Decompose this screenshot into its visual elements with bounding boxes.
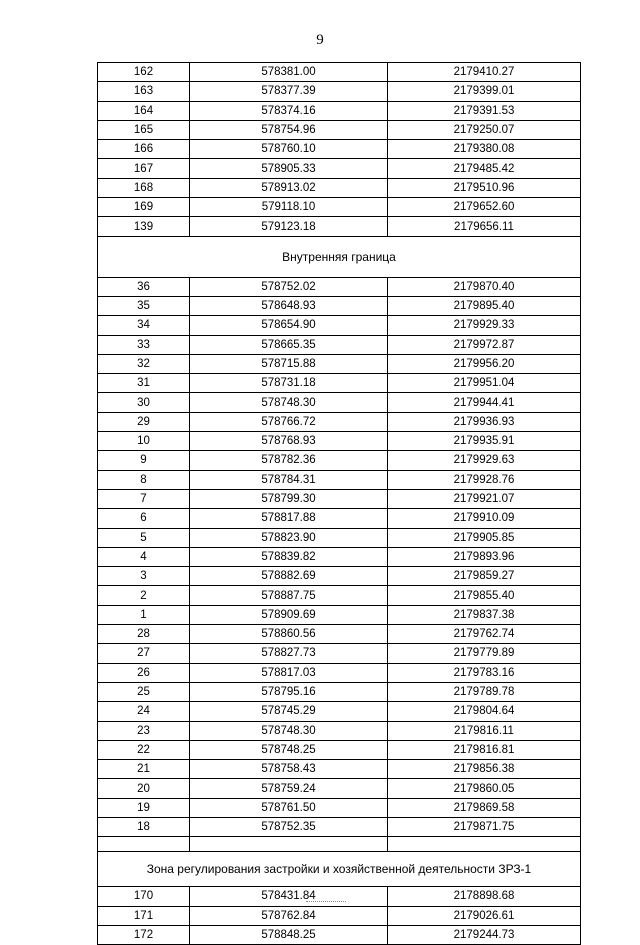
point-number-cell: 165 xyxy=(98,120,190,139)
point-number-cell: 30 xyxy=(98,393,190,412)
point-number-cell: 26 xyxy=(98,663,190,682)
table-row xyxy=(98,779,581,798)
table-row xyxy=(98,159,581,178)
point-number-cell: 4 xyxy=(98,547,190,566)
y-coordinate-cell: 2179762.74 xyxy=(388,625,581,644)
y-coordinate-cell: 2178898.68 xyxy=(388,887,581,906)
table-row xyxy=(98,277,581,296)
point-number-cell: 139 xyxy=(98,217,190,236)
table-row xyxy=(98,721,581,740)
x-coordinate-cell: 578752.35 xyxy=(190,817,388,836)
section-inner xyxy=(98,236,581,277)
x-coordinate-cell: 578648.93 xyxy=(190,296,388,315)
y-coordinate-cell: 2179783.16 xyxy=(388,663,581,682)
point-number-cell: 169 xyxy=(98,198,190,217)
y-coordinate-cell: 2179893.96 xyxy=(388,547,581,566)
point-number-cell: 29 xyxy=(98,412,190,431)
point-number-cell: 21 xyxy=(98,760,190,779)
x-coordinate-cell: 578715.88 xyxy=(190,354,388,373)
table-row xyxy=(98,740,581,759)
x-coordinate-cell: 578752.02 xyxy=(190,277,388,296)
y-coordinate-cell: 2179410.27 xyxy=(388,63,581,82)
point-number-cell: 171 xyxy=(98,906,190,925)
table-row xyxy=(98,760,581,779)
x-coordinate-cell: 578759.24 xyxy=(190,779,388,798)
y-coordinate-cell: 2179870.40 xyxy=(388,277,581,296)
point-number-cell: 163 xyxy=(98,82,190,101)
point-number-cell: 9 xyxy=(98,451,190,470)
x-coordinate-cell: 578784.31 xyxy=(190,470,388,489)
y-coordinate-cell: 2179956.20 xyxy=(388,354,581,373)
x-coordinate-cell: 578381.00 xyxy=(190,63,388,82)
table-row xyxy=(98,217,581,236)
table-row xyxy=(98,817,581,836)
table-row xyxy=(98,470,581,489)
x-coordinate-cell: 578760.10 xyxy=(190,140,388,159)
x-coordinate-cell: 578731.18 xyxy=(190,374,388,393)
y-coordinate-cell: 2179804.64 xyxy=(388,702,581,721)
y-coordinate-cell: 2179944.41 xyxy=(388,393,581,412)
x-coordinate-cell: 578431.84 xyxy=(190,887,388,906)
y-coordinate-cell: 2179510.96 xyxy=(388,178,581,197)
section-title-zone-zrz1: Зона регулирования застройки и хозяйственной деятельности ЗРЗ-1 xyxy=(98,852,581,887)
table-row xyxy=(98,547,581,566)
x-coordinate-cell: 578748.30 xyxy=(190,393,388,412)
point-number-cell: 27 xyxy=(98,644,190,663)
x-coordinate-cell: 578799.30 xyxy=(190,489,388,508)
table-row xyxy=(98,451,581,470)
y-coordinate-cell: 2179929.33 xyxy=(388,316,581,335)
x-coordinate-cell: 578748.30 xyxy=(190,721,388,740)
x-coordinate-cell: 578761.50 xyxy=(190,798,388,817)
y-coordinate-cell: 2179837.38 xyxy=(388,605,581,624)
y-coordinate-cell: 2179391.53 xyxy=(388,101,581,120)
table-row xyxy=(98,567,581,586)
point-number-cell: 34 xyxy=(98,316,190,335)
blank-cell xyxy=(388,837,581,852)
x-coordinate-cell: 578860.56 xyxy=(190,625,388,644)
x-coordinate-cell: 578748.25 xyxy=(190,740,388,759)
x-coordinate-cell: 578377.39 xyxy=(190,82,388,101)
point-number-cell: 24 xyxy=(98,702,190,721)
point-number-cell: 166 xyxy=(98,140,190,159)
table-row xyxy=(98,509,581,528)
x-coordinate-cell: 578758.43 xyxy=(190,760,388,779)
y-coordinate-cell: 2179026.61 xyxy=(388,906,581,925)
point-number-cell: 19 xyxy=(98,798,190,817)
x-coordinate-cell: 578887.75 xyxy=(190,586,388,605)
table-row xyxy=(98,140,581,159)
y-coordinate-cell: 2179928.76 xyxy=(388,470,581,489)
table-row xyxy=(98,906,581,925)
y-coordinate-cell: 2179859.27 xyxy=(388,567,581,586)
point-number-cell: 167 xyxy=(98,159,190,178)
point-number-cell: 2 xyxy=(98,586,190,605)
table-row xyxy=(98,198,581,217)
y-coordinate-cell: 2179871.75 xyxy=(388,817,581,836)
point-number-cell: 31 xyxy=(98,374,190,393)
y-coordinate-cell: 2179816.81 xyxy=(388,740,581,759)
x-coordinate-cell: 578665.35 xyxy=(190,335,388,354)
y-coordinate-cell: 2179921.07 xyxy=(388,489,581,508)
point-number-cell: 8 xyxy=(98,470,190,489)
point-number-cell: 10 xyxy=(98,432,190,451)
point-number-cell: 172 xyxy=(98,925,190,944)
table-row xyxy=(98,925,581,944)
x-coordinate-cell: 578848.25 xyxy=(190,925,388,944)
y-coordinate-cell: 2179895.40 xyxy=(388,296,581,315)
section-row xyxy=(98,236,581,277)
y-coordinate-cell: 2179929.63 xyxy=(388,451,581,470)
y-coordinate-cell: 2179485.42 xyxy=(388,159,581,178)
x-coordinate-cell: 579123.18 xyxy=(190,217,388,236)
y-coordinate-cell: 2179869.58 xyxy=(388,798,581,817)
table-row xyxy=(98,412,581,431)
x-coordinate-cell: 578768.93 xyxy=(190,432,388,451)
y-coordinate-cell: 2179380.08 xyxy=(388,140,581,159)
point-number-cell: 20 xyxy=(98,779,190,798)
table-row xyxy=(98,663,581,682)
table-row xyxy=(98,296,581,315)
x-coordinate-cell: 578913.02 xyxy=(190,178,388,197)
table-row xyxy=(98,335,581,354)
table-row xyxy=(98,393,581,412)
point-number-cell: 164 xyxy=(98,101,190,120)
table-row xyxy=(98,682,581,701)
point-number-cell: 170 xyxy=(98,887,190,906)
point-number-cell: 32 xyxy=(98,354,190,373)
table-row xyxy=(98,798,581,817)
table-row xyxy=(98,702,581,721)
point-number-cell: 3 xyxy=(98,567,190,586)
y-coordinate-cell: 2179905.85 xyxy=(388,528,581,547)
scan-artifact xyxy=(306,901,346,905)
point-number-cell: 23 xyxy=(98,721,190,740)
y-coordinate-cell: 2179816.11 xyxy=(388,721,581,740)
y-coordinate-cell: 2179789.78 xyxy=(388,682,581,701)
y-coordinate-cell: 2179652.60 xyxy=(388,198,581,217)
y-coordinate-cell: 2179399.01 xyxy=(388,82,581,101)
y-coordinate-cell: 2179972.87 xyxy=(388,335,581,354)
table-row xyxy=(98,644,581,663)
x-coordinate-cell: 578766.72 xyxy=(190,412,388,431)
table-row xyxy=(98,625,581,644)
y-coordinate-cell: 2179656.11 xyxy=(388,217,581,236)
section-zone xyxy=(98,837,581,887)
x-coordinate-cell: 578795.16 xyxy=(190,682,388,701)
y-coordinate-cell: 2179779.89 xyxy=(388,644,581,663)
point-number-cell: 18 xyxy=(98,817,190,836)
table-row xyxy=(98,586,581,605)
x-coordinate-cell: 578754.96 xyxy=(190,120,388,139)
table-row xyxy=(98,101,581,120)
rows-zone-group xyxy=(98,887,581,945)
table-row xyxy=(98,528,581,547)
point-number-cell: 25 xyxy=(98,682,190,701)
table-row xyxy=(98,120,581,139)
point-number-cell: 7 xyxy=(98,489,190,508)
table-row xyxy=(98,178,581,197)
table-row xyxy=(98,374,581,393)
table-row xyxy=(98,605,581,624)
x-coordinate-cell: 578782.36 xyxy=(190,451,388,470)
point-number-cell: 162 xyxy=(98,63,190,82)
x-coordinate-cell: 579118.10 xyxy=(190,198,388,217)
y-coordinate-cell: 2179936.93 xyxy=(388,412,581,431)
point-number-cell: 35 xyxy=(98,296,190,315)
x-coordinate-cell: 578839.82 xyxy=(190,547,388,566)
point-number-cell: 28 xyxy=(98,625,190,644)
x-coordinate-cell: 578745.29 xyxy=(190,702,388,721)
x-coordinate-cell: 578909.69 xyxy=(190,605,388,624)
blank-cell xyxy=(98,837,190,852)
section-row xyxy=(98,852,581,887)
point-number-cell: 1 xyxy=(98,605,190,624)
point-number-cell: 168 xyxy=(98,178,190,197)
x-coordinate-cell: 578823.90 xyxy=(190,528,388,547)
y-coordinate-cell: 2179250.07 xyxy=(388,120,581,139)
x-coordinate-cell: 578762.84 xyxy=(190,906,388,925)
rows-top-group xyxy=(98,63,581,237)
blank-row xyxy=(98,837,581,852)
table-row xyxy=(98,316,581,335)
coordinates-table xyxy=(97,62,581,945)
y-coordinate-cell: 2179860.05 xyxy=(388,779,581,798)
table-row xyxy=(98,489,581,508)
x-coordinate-cell: 578817.03 xyxy=(190,663,388,682)
x-coordinate-cell: 578374.16 xyxy=(190,101,388,120)
page-number: 9 xyxy=(316,32,324,48)
y-coordinate-cell: 2179856.38 xyxy=(388,760,581,779)
point-number-cell: 6 xyxy=(98,509,190,528)
table-row xyxy=(98,354,581,373)
point-number-cell: 36 xyxy=(98,277,190,296)
x-coordinate-cell: 578817.88 xyxy=(190,509,388,528)
y-coordinate-cell: 2179244.73 xyxy=(388,925,581,944)
rows-inner-group xyxy=(98,277,581,837)
y-coordinate-cell: 2179935.91 xyxy=(388,432,581,451)
table-row xyxy=(98,82,581,101)
x-coordinate-cell: 578654.90 xyxy=(190,316,388,335)
y-coordinate-cell: 2179910.09 xyxy=(388,509,581,528)
section-title-inner-boundary: Внутренняя граница xyxy=(98,236,581,277)
y-coordinate-cell: 2179951.04 xyxy=(388,374,581,393)
blank-cell xyxy=(190,837,388,852)
point-number-cell: 5 xyxy=(98,528,190,547)
y-coordinate-cell: 2179855.40 xyxy=(388,586,581,605)
point-number-cell: 22 xyxy=(98,740,190,759)
point-number-cell: 33 xyxy=(98,335,190,354)
x-coordinate-cell: 578905.33 xyxy=(190,159,388,178)
x-coordinate-cell: 578882.69 xyxy=(190,567,388,586)
x-coordinate-cell: 578827.73 xyxy=(190,644,388,663)
table-row xyxy=(98,432,581,451)
table-row xyxy=(98,63,581,82)
